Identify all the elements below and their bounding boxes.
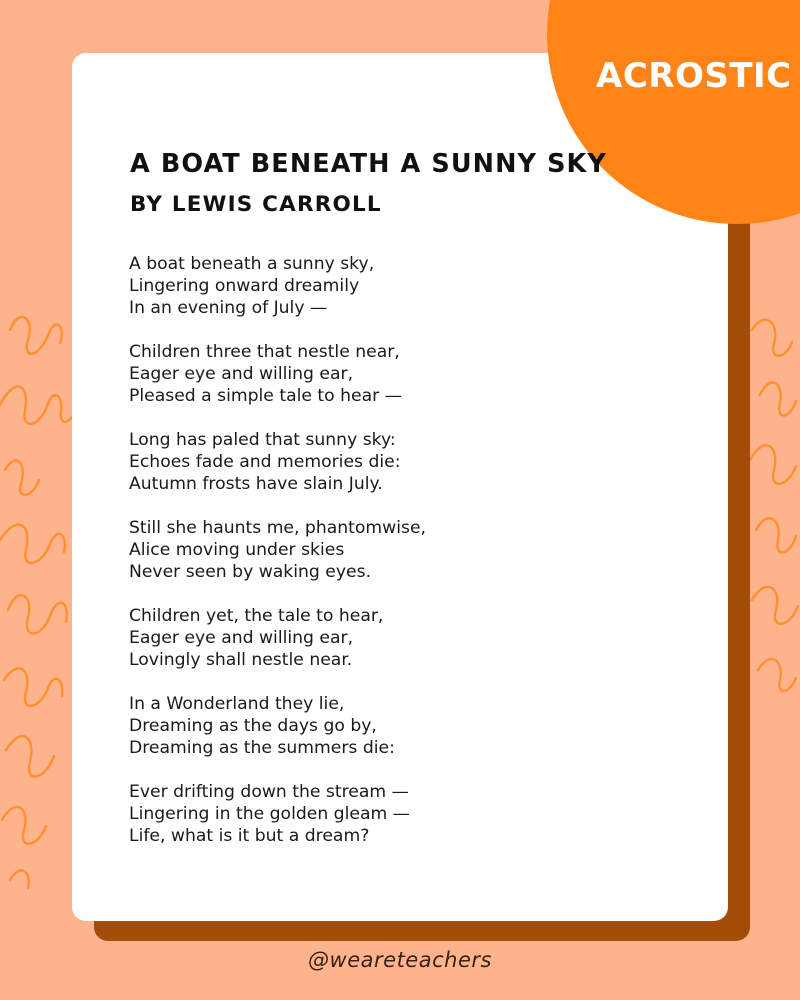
poem-line: Never seen by waking eyes. (129, 562, 372, 582)
stanza (129, 517, 689, 583)
poem-line: A boat beneath a sunny sky, (129, 254, 375, 274)
stanza (129, 429, 689, 495)
stanza (129, 253, 689, 319)
category-badge-label: ACROSTIC (596, 56, 792, 96)
poem-line: Pleased a simple tale to hear — (129, 386, 402, 406)
poem-line: Lingering onward dreamily (129, 276, 360, 296)
poem-line: Life, what is it but a dream? (129, 826, 370, 846)
poem-line: Still she haunts me, phantomwise, (129, 518, 426, 538)
poem-line: Long has paled that sunny sky: (129, 430, 396, 450)
poem-body (129, 253, 689, 869)
poem-line: Eager eye and willing ear, (129, 364, 354, 384)
poem-author: BY LEWIS CARROLL (130, 192, 382, 217)
poem-line: Ever drifting down the stream — (129, 782, 409, 802)
poem-line: Lingering in the golden gleam — (129, 804, 410, 824)
social-handle: @weareteachers (308, 948, 492, 972)
poem-line: Lovingly shall nestle near. (129, 650, 353, 670)
poem-line: Autumn frosts have slain July. (129, 474, 383, 494)
poem-line: In an evening of July — (129, 298, 328, 318)
poem-line: Children yet, the tale to hear, (129, 606, 384, 626)
stanza (129, 693, 689, 759)
poem-line: Alice moving under skies (129, 540, 345, 560)
poem-line: In a Wonderland they lie, (129, 694, 345, 714)
poem-line: Dreaming as the days go by, (129, 716, 377, 736)
stanza (129, 781, 689, 847)
poem-line: Dreaming as the summers die: (129, 738, 395, 758)
poem-title: A BOAT BENEATH A SUNNY SKY (130, 149, 607, 179)
stanza (129, 605, 689, 671)
poem-line: Echoes fade and memories die: (129, 452, 401, 472)
poem-line: Eager eye and willing ear, (129, 628, 354, 648)
stanza (129, 341, 689, 407)
poem-line: Children three that nestle near, (129, 342, 400, 362)
